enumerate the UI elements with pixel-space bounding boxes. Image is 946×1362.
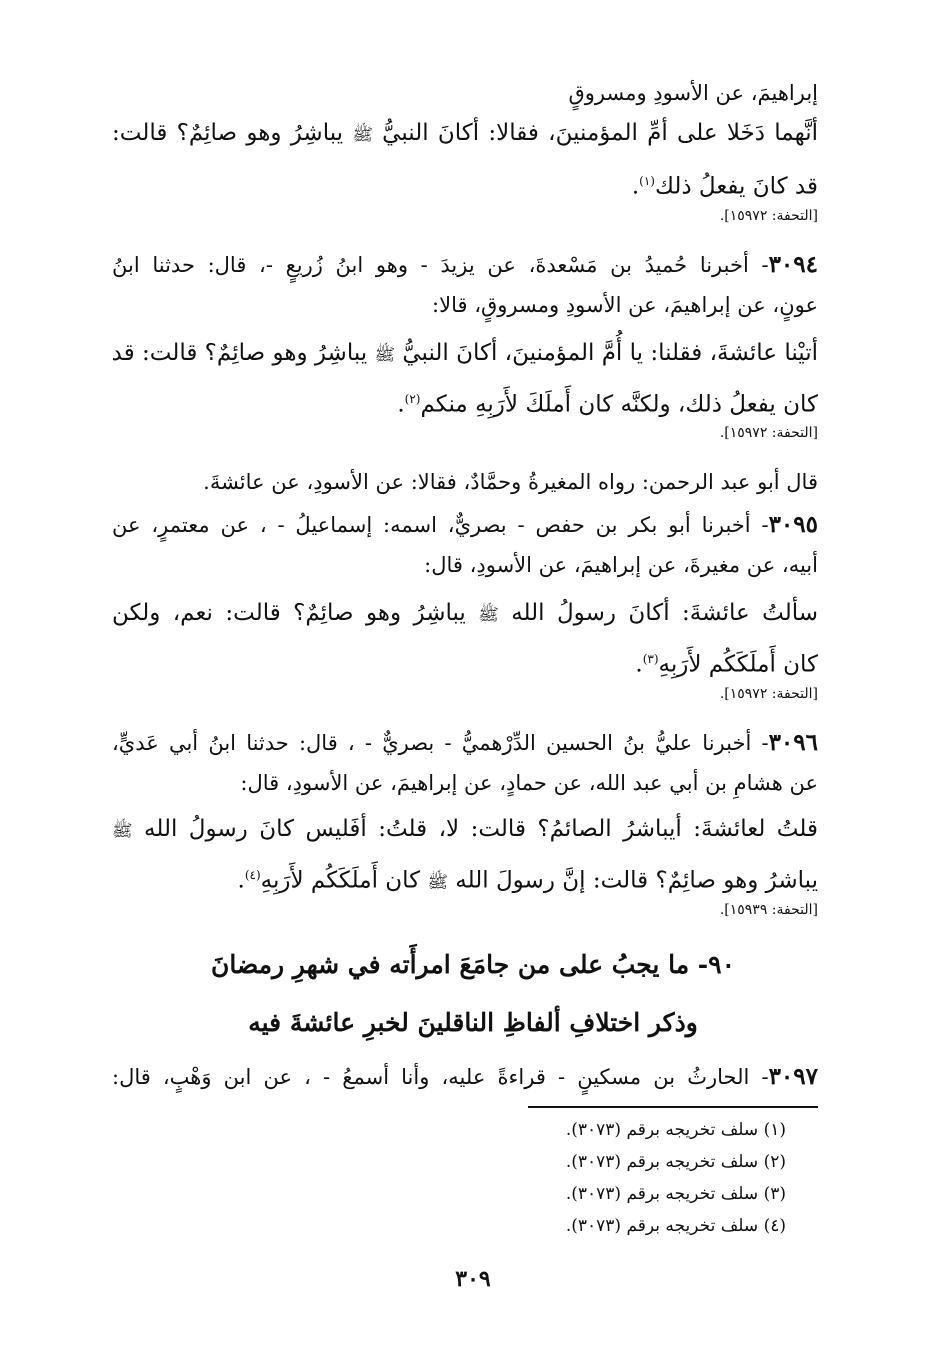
tuhfa-reference: [التحفة: ١٥٩٧٢]. [719,686,818,702]
hadith-3094-line-4: كان يفعلُ ذلك، ولكنَّه كان أَملَكَ لأَرَبِهِ منكم$^{(٢)}$. [397,391,818,418]
tuhfa-reference: [التحفة: ١٥٩٧٢]. [719,208,818,224]
tuhfa-reference: [التحفة: ١٥٩٣٩]. [719,902,818,918]
hadith-3094-line-1: ٣٠٩٤- أخبرنا حُميدُ بن مَسْعدةَ، عن يزيدَ - وهو ابنُ زُريعٍ -، قال: حدثنا ابنُ [112,251,818,278]
footnote-mark: (٤) [244,868,261,882]
footnote-2: (٢) سلف تخريجه برقم (٣٠٧٣). [565,1152,786,1172]
hadith-3094-line-2: عونٍ، عن إبراهيمَ، عن الأسودِ ومسروقٍ، قالا: [432,293,818,317]
footnote-mark: (١) [639,174,655,188]
hadith-3095-line-2: أبيه، عن مغيرةَ، عن إبراهيمَ، عن الأسودِ، قال: [424,553,818,577]
hadith-3094-line-3: أتيْنا عائشةَ، فقلنا: يا أُمَّ المؤمنينَ، أكانَ النبيُّ ﷺ يباشِرُ وهو صائِمٌ؟ قالت: قد [111,340,818,366]
chapter-heading-line-2: وذكر اختلافِ ألفاظِ الناقلينَ لخبرِ عائشةَ فيه [248,1008,698,1037]
hadith-3097-line-1: ٣٠٩٧- الحارثُ بن مسكينٍ - قراءةً عليه، وأنا أسمعُ - ، عن ابن وَهْبٍ، قال: [112,1063,818,1090]
hadith-number: ٣٠٩٥ [768,511,818,538]
hadith-3096-line-1: ٣٠٩٦- أخبرنا عليُّ بنُ الحسين الدِّرْهميُّ - بصريٌّ - ، قال: حدثنا ابنُ أبي عَديٍّ، [112,729,818,756]
footnote-mark: (٢) [404,392,421,406]
footnote-1: (١) سلف تخريجه برقم (٣٠٧٣). [565,1120,786,1140]
hadith-3095-line-1: ٣٠٩٥- أخبرنا أبو بكر بن حفص - بصريٌّ، اسمه: إسماعيلُ - ، عن معتمرٍ، عن [112,511,818,538]
page-number: ٣٠٩ [455,1266,491,1292]
comment-line: قال أبو عبد الرحمن: رواه المغيرةُ وحمَّادٌ، فقالا: عن الأسودِ، عن عائشةَ. [203,470,818,494]
hadith-3095-line-3: سألتُ عائشةَ: أكانَ رسولُ الله ﷺ يباشِرُ وهو صائِمٌ؟ قالت: نعم، ولكن [112,600,819,626]
hadith-number: ٣٠٩٧ [768,1063,818,1090]
hadith-3096-line-4: يباشرُ وهو صائِمٌ؟ قالت: إنَّ رسولَ الله ﷺ كان أَملَكَكُم لأَرَبِهِ$^{(٤)}$. [237,867,818,894]
text-line-3: قد كانَ يفعلُ ذلك$^{(١)}$. [631,173,818,200]
chapter-heading-line-1: ٩٠- ما يجبُ على من جامَعَ امرأَته في شهرِ رمضانَ [210,950,736,979]
hadith-3096-line-3: قلتُ لعائشةَ: أيباشرُ الصائمُ؟ قالت: لا، قلتُ: أفَليس كانَ رسولُ الله ﷺ [112,816,818,842]
footnote-4: (٤) سلف تخريجه برقم (٣٠٧٣). [565,1216,786,1236]
text-line-1: إبراهيمَ، عن الأسودِ ومسروقٍ [568,81,818,105]
footnote-mark: (٣) [642,652,659,666]
text-line-2: أنَّهما دَخَلا على أمِّ المؤمنينَ، فقالا: أكانَ النبيُّ ﷺ يباشِرُ وهو صائِمٌ؟ قالت: [112,120,818,146]
hadith-3096-line-2: عن هشامِ بن أبي عبد الله، عن حمادٍ، عن إبراهيمَ، عن الأسودِ، قال: [240,771,818,795]
footnote-divider [528,1106,818,1108]
tuhfa-reference: [التحفة: ١٥٩٧٢]. [719,425,818,441]
hadith-number: ٣٠٩٦ [768,729,818,756]
footnote-3: (٣) سلف تخريجه برقم (٣٠٧٣). [565,1184,786,1204]
hadith-number: ٣٠٩٤ [768,251,818,278]
hadith-3095-line-4: كان أَملَكَكُم لأَرَبِهِ$^{(٣)}$. [635,651,818,678]
